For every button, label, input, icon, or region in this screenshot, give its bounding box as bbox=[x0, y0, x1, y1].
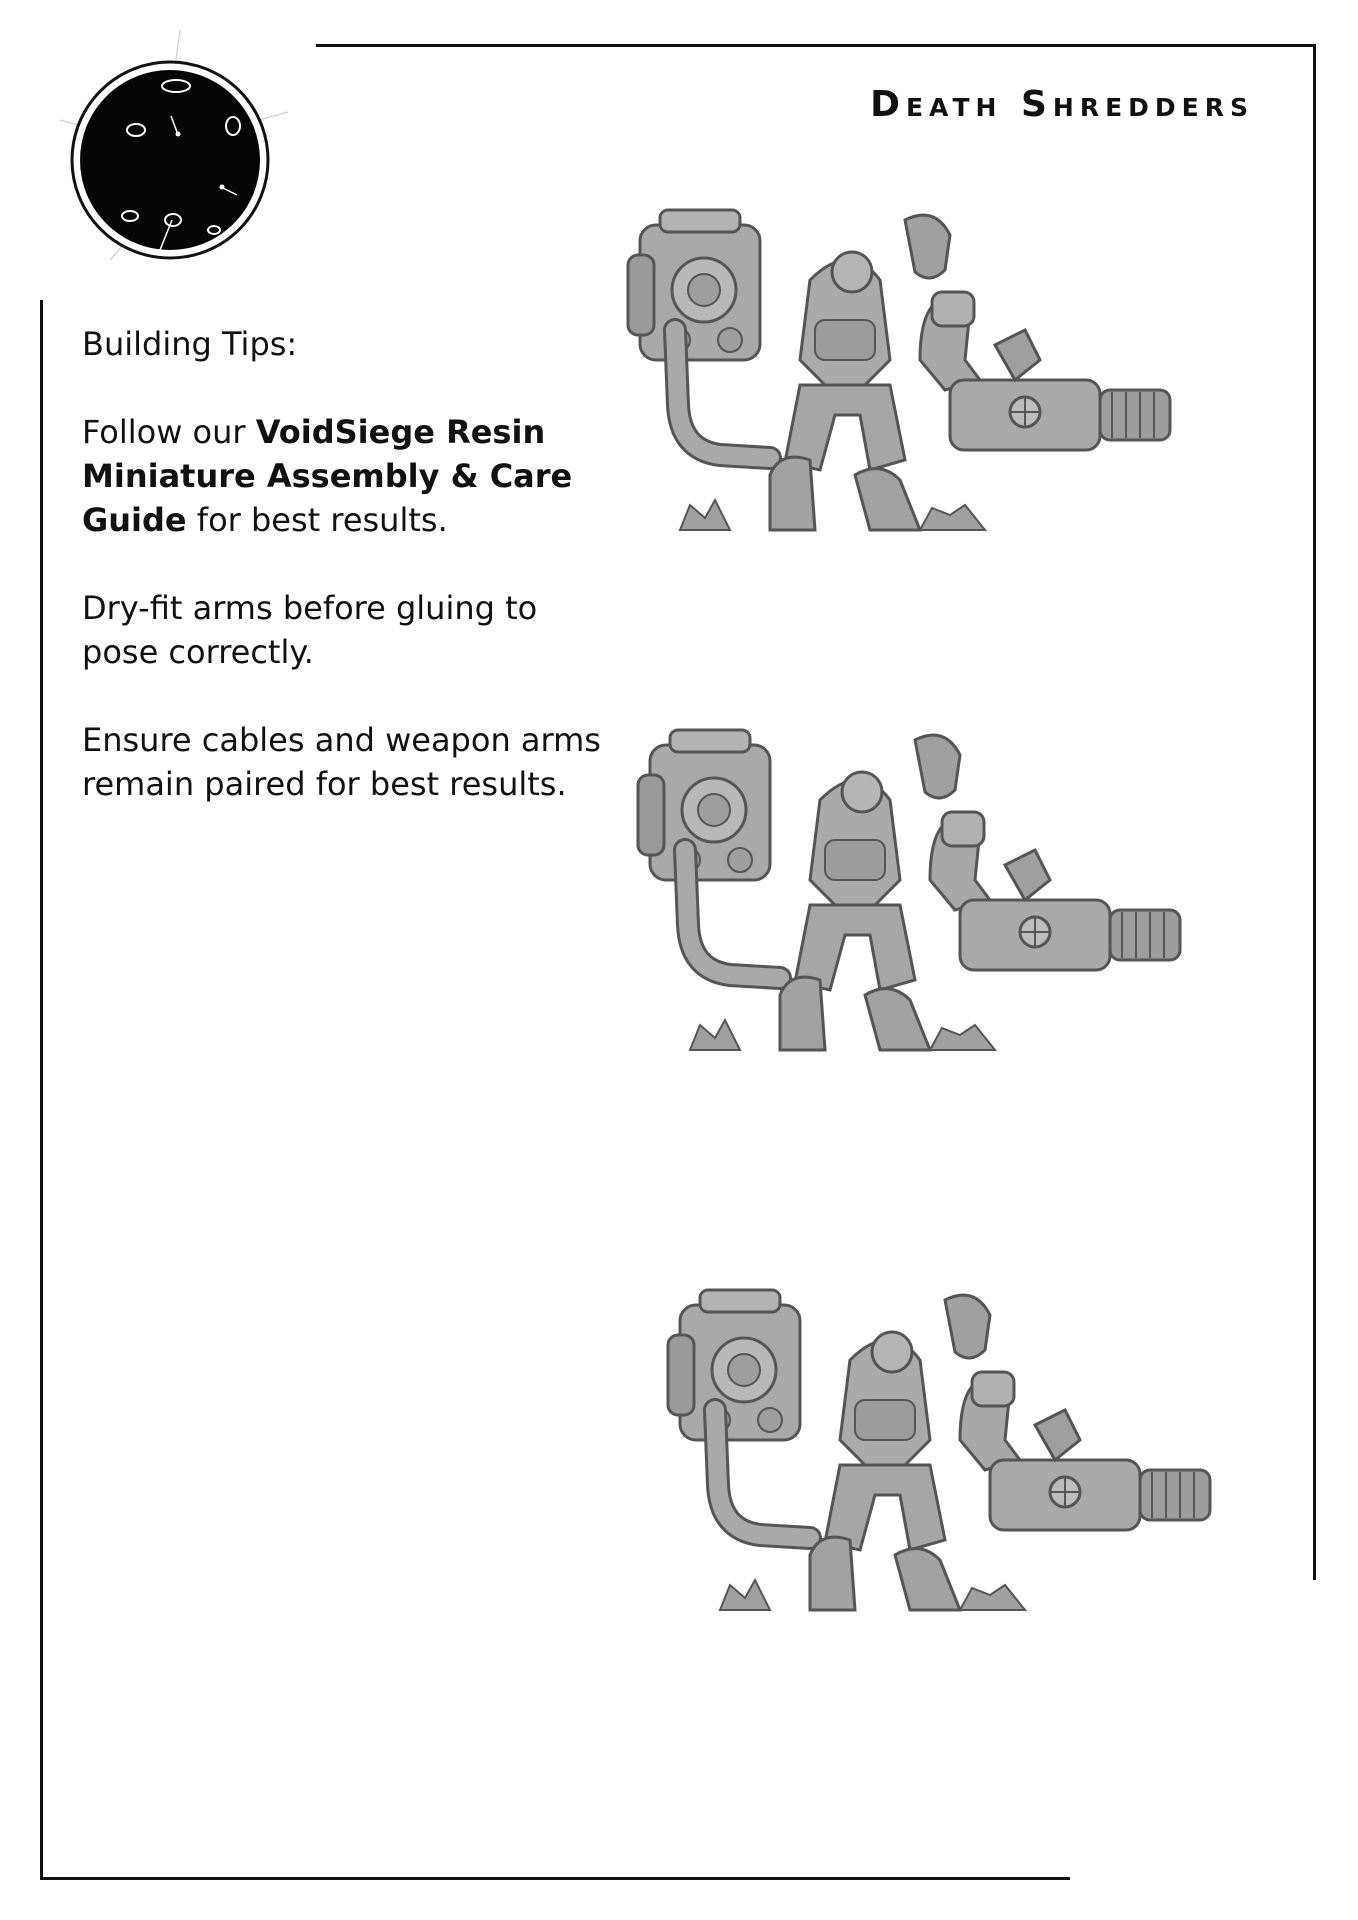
miniature-parts-illustration bbox=[620, 200, 1280, 1840]
sprue-pose-3 bbox=[668, 1290, 1210, 1610]
guide-name: VoidSiege Resin Miniature Assembly & Care Guide bbox=[82, 413, 573, 539]
building-tips bbox=[82, 322, 622, 850]
tip-assembly-guide bbox=[82, 410, 622, 542]
frame-top-border bbox=[316, 44, 1316, 47]
sprue-pose-2 bbox=[638, 730, 1180, 1050]
frame-right-border bbox=[1313, 44, 1316, 1580]
tip-cables: Ensure cables and weapon arms remain paired for best results. bbox=[82, 721, 601, 803]
guide-prefix: Follow our bbox=[82, 413, 256, 451]
void-planet-logo-icon bbox=[40, 20, 300, 280]
guide-suffix: for best results. bbox=[186, 501, 448, 539]
sprue-pose-1 bbox=[628, 210, 1170, 530]
tips-heading: Building Tips: bbox=[82, 325, 298, 363]
frame-left-border bbox=[40, 300, 43, 1880]
tip-dry-fit: Dry-fit arms before gluing to pose correctly. bbox=[82, 589, 538, 671]
frame-bottom-border bbox=[40, 1877, 1070, 1880]
page-title: Death Shredders bbox=[870, 84, 1254, 125]
